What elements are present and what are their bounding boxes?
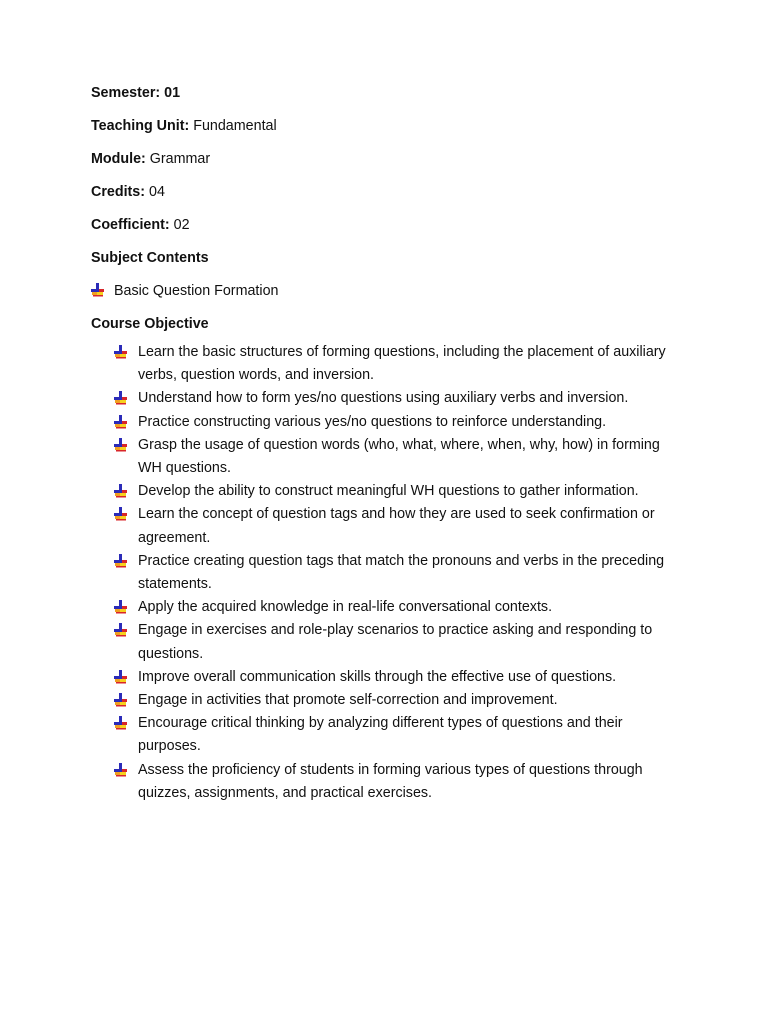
- arrow-bullet-icon: [114, 600, 128, 614]
- arrow-bullet-icon: [91, 283, 105, 297]
- list-item: [114, 387, 681, 410]
- teaching-unit-value: Fundamental: [193, 118, 277, 134]
- list-item-text: Engage in exercises and role-play scenarios to practice asking and responding to questions.: [138, 622, 653, 662]
- arrow-bullet-icon: [114, 438, 128, 452]
- list-item-text: Practice creating question tags that match the pronouns and verbs in the preceding statements.: [138, 552, 665, 593]
- subject-contents-item: [91, 282, 681, 315]
- semester-label: Semester:: [91, 85, 161, 101]
- list-item: [114, 341, 681, 387]
- arrow-bullet-icon: [114, 484, 128, 498]
- course-objective-list: [91, 341, 681, 805]
- list-item-text: Improve overall communication skills through the effective use of questions.: [138, 668, 617, 685]
- list-item: [114, 666, 681, 689]
- module-field: [91, 150, 681, 183]
- list-item: [114, 411, 681, 434]
- coefficient-label: Coefficient:: [91, 217, 170, 233]
- credits-field: [91, 183, 681, 216]
- teaching-unit-field: [91, 117, 681, 150]
- list-item: [114, 480, 681, 503]
- arrow-bullet-icon: [114, 693, 128, 707]
- module-label: Module:: [91, 151, 146, 167]
- list-item: [114, 503, 681, 549]
- list-item-text: Understand how to form yes/no questions using auxiliary verbs and inversion.: [138, 390, 629, 407]
- module-value: Grammar: [149, 151, 211, 167]
- list-item: [114, 619, 681, 665]
- list-item-text: Engage in activities that promote self-correction and improvement.: [138, 692, 558, 709]
- teaching-unit-label: Teaching Unit:: [91, 118, 190, 134]
- arrow-bullet-icon: [114, 345, 128, 359]
- list-item-text: Grasp the usage of question words (who, what, where, when, why, how) in forming WH questions.: [138, 436, 660, 477]
- list-item-text: Learn the concept of question tags and how they are used to seek confirmation or agreement.: [138, 506, 655, 546]
- list-item: [114, 689, 681, 712]
- course-objective-heading: Course Objective: [91, 316, 209, 332]
- list-item-text: Encourage critical thinking by analyzing different types of questions and their purposes.: [138, 715, 623, 755]
- arrow-bullet-icon: [114, 670, 128, 684]
- coefficient-value: 02: [173, 217, 190, 233]
- list-item-text: Assess the proficiency of students in forming various types of questions through quizzes, assignments, and practical exercises.: [138, 761, 643, 801]
- arrow-bullet-icon: [114, 623, 128, 637]
- document-page: [91, 84, 681, 812]
- list-item: [114, 550, 681, 596]
- arrow-bullet-icon: [114, 507, 128, 521]
- arrow-bullet-icon: [114, 763, 128, 777]
- list-item: [114, 596, 681, 619]
- list-item-text: Apply the acquired knowledge in real-life conversational contexts.: [138, 599, 553, 616]
- subject-contents-heading: Subject Contents: [91, 250, 209, 266]
- arrow-bullet-icon: [114, 554, 128, 568]
- list-item-text: Practice constructing various yes/no questions to reinforce understanding.: [138, 413, 607, 430]
- arrow-bullet-icon: [114, 415, 128, 429]
- semester-field: [91, 84, 681, 117]
- credits-label: Credits:: [91, 184, 146, 200]
- subject-contents-item-text: Basic Question Formation: [114, 283, 279, 299]
- list-item-text: Develop the ability to construct meaningful WH questions to gather information.: [138, 483, 639, 500]
- list-item-text: Learn the basic structures of forming questions, including the placement of auxiliary verbs, question words, and inversion.: [138, 344, 666, 384]
- arrow-bullet-icon: [114, 391, 128, 405]
- semester-value: 01: [164, 85, 181, 101]
- list-item: [114, 434, 681, 480]
- coefficient-field: [91, 216, 681, 249]
- list-item: [114, 759, 681, 805]
- arrow-bullet-icon: [114, 716, 128, 730]
- credits-value: 04: [149, 184, 165, 200]
- list-item: [114, 712, 681, 758]
